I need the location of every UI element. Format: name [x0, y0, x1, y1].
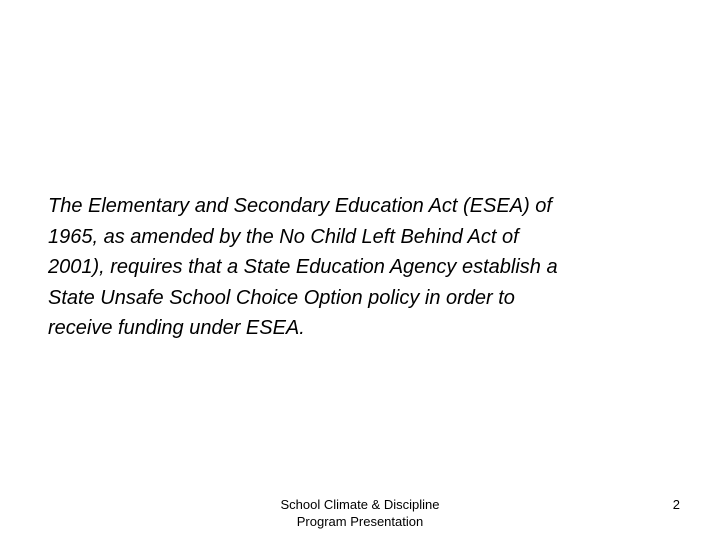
- body-line: receive funding under ESEA.: [48, 317, 305, 339]
- slide-footer: [240, 496, 480, 530]
- body-line: 1965, as amended by the No Child Left Behind Act of: [48, 225, 519, 248]
- footer-line-2: Program Presentation: [296, 514, 424, 529]
- body-paragraph: [48, 191, 698, 344]
- footer-line-1: School Climate & Discipline: [280, 497, 440, 512]
- body-line: The Elementary and Secondary Education Act (ESEA) of: [48, 195, 552, 217]
- body-line: State Unsafe School Choice Option policy in order to: [48, 286, 515, 309]
- page-number: 2: [672, 497, 680, 512]
- body-line: 2001), requires that a State Education Agency establish a: [48, 256, 558, 278]
